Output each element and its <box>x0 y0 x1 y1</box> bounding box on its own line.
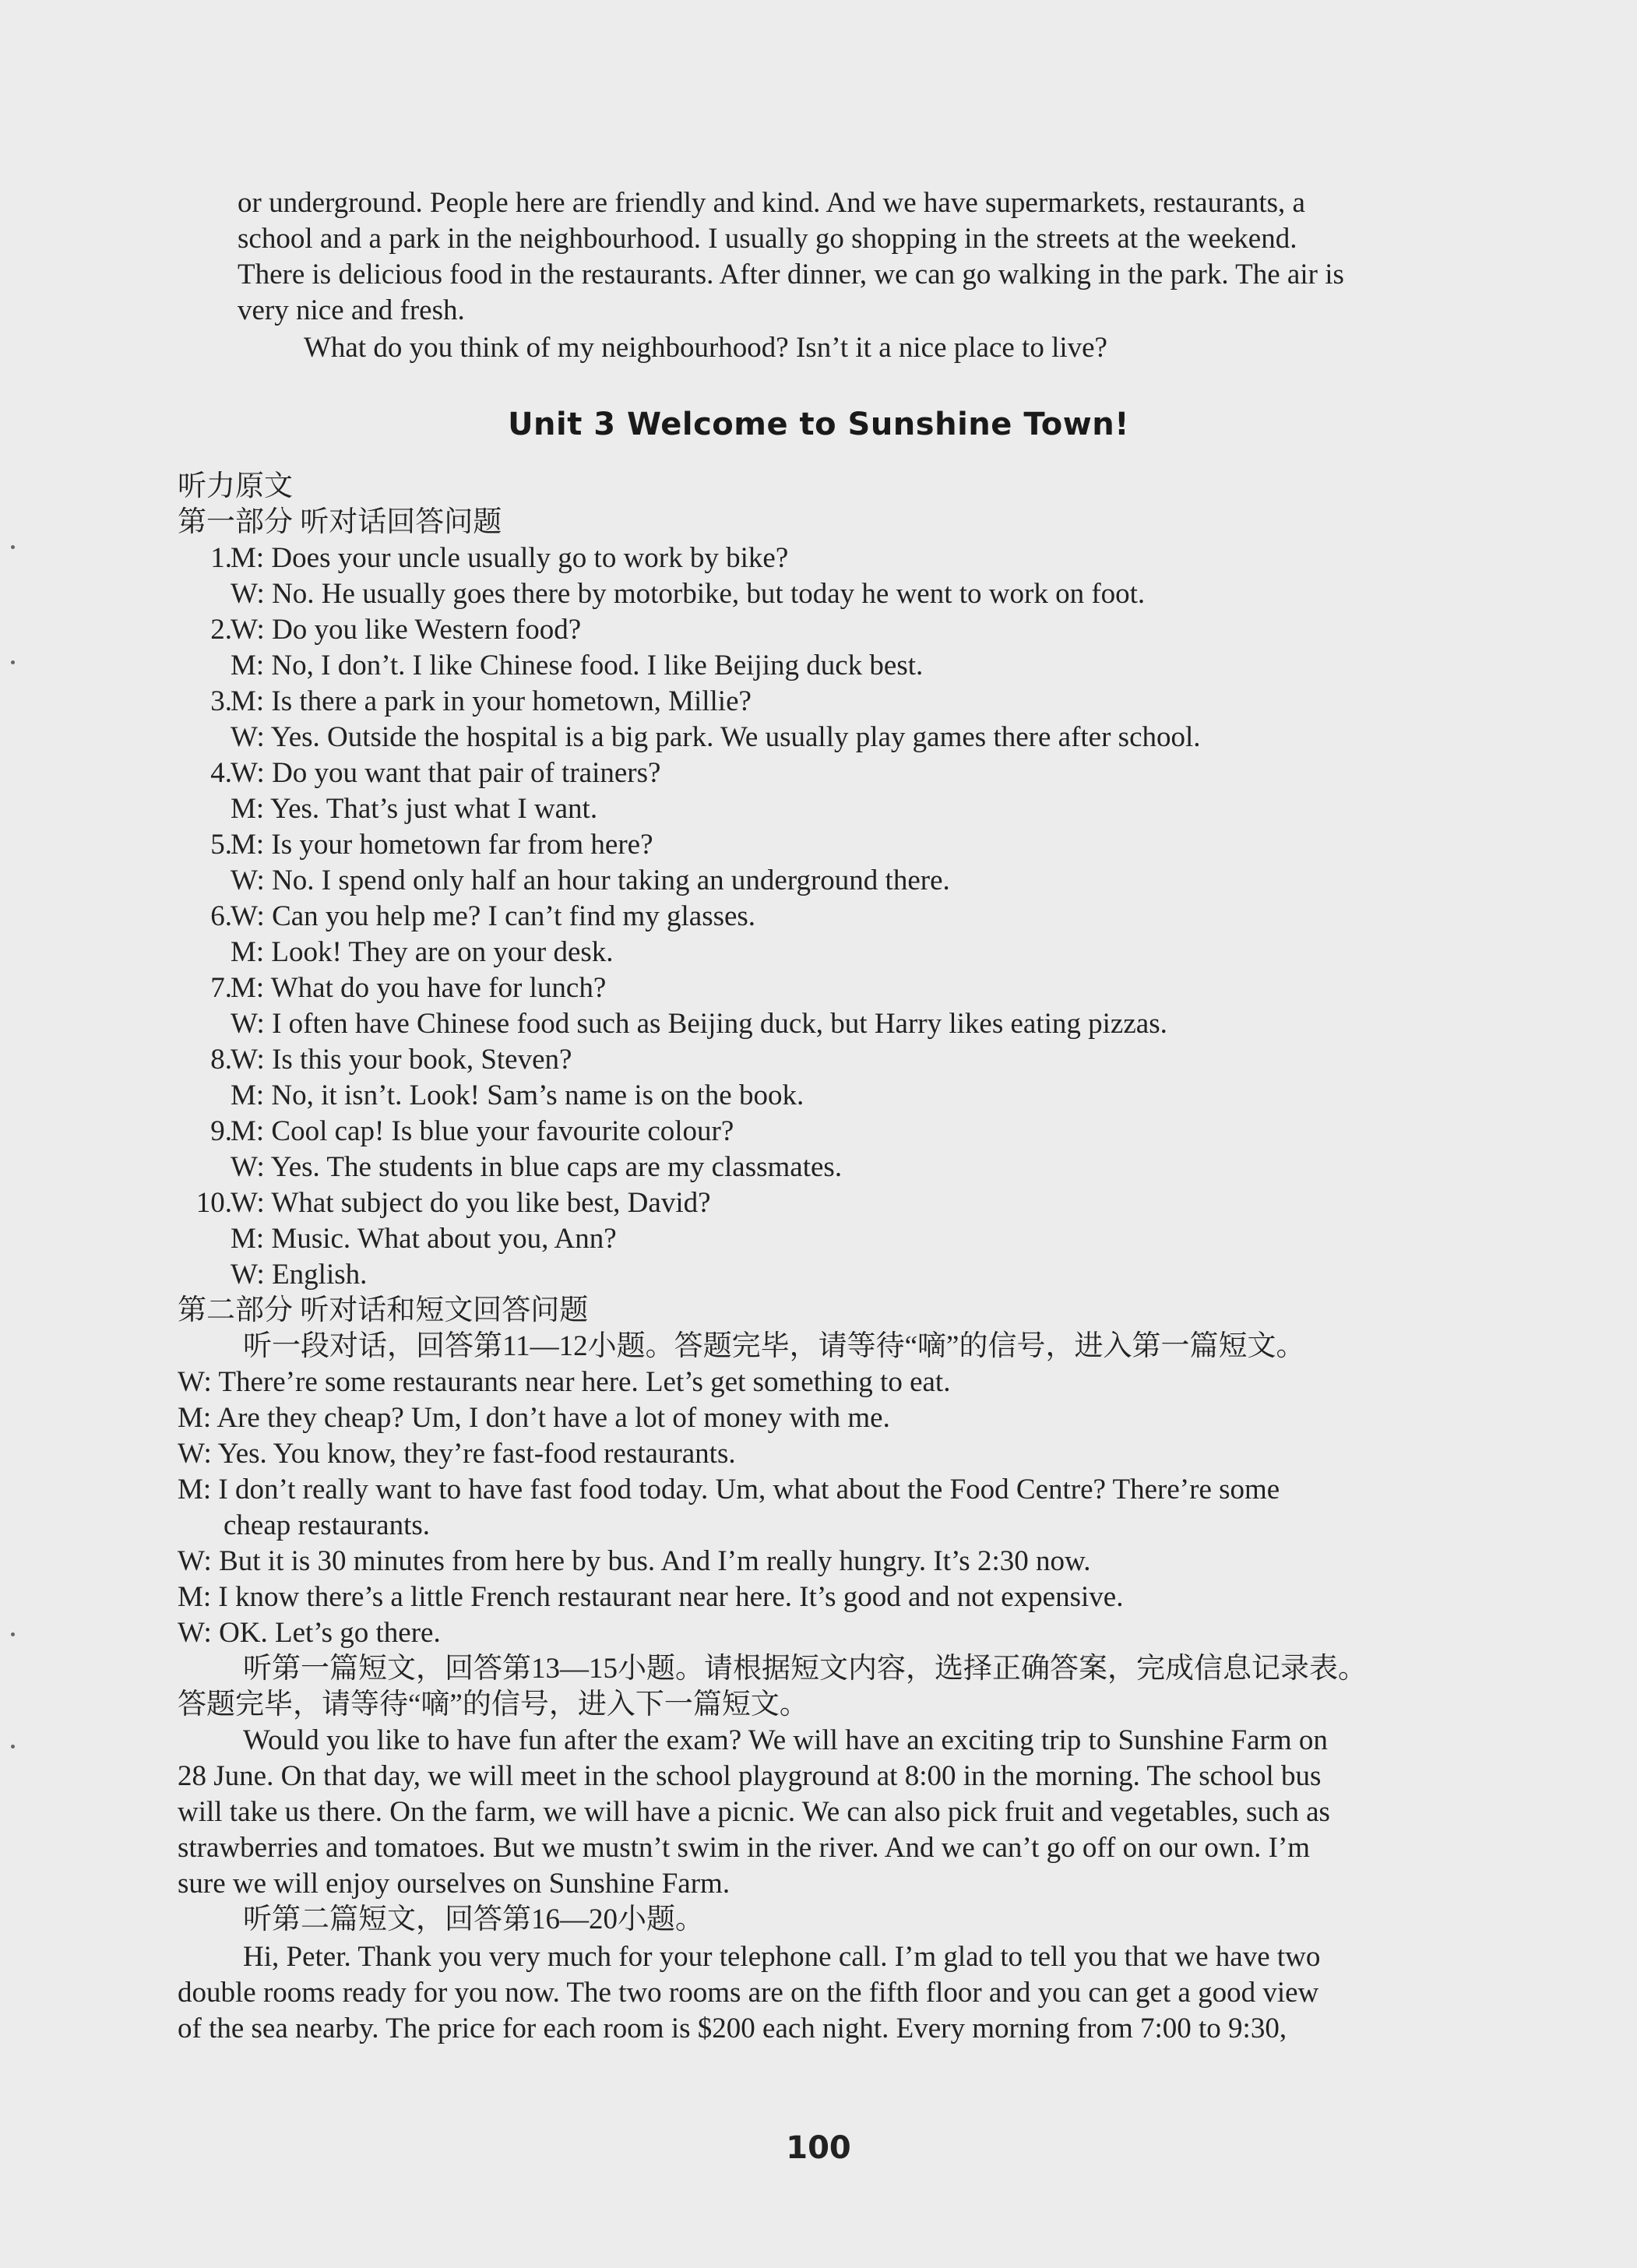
dialogue-line: M: I know there’s a little French restaurant near here. It’s good and not expensive. <box>178 1581 1124 1613</box>
instruction-line: 听一段对话，回答第11—12小题。答题完毕，请等待“嘀”的信号，进入第一篇短文。 <box>243 1330 1305 1362</box>
passage-line: strawberries and tomatoes. But we mustn’t swim in the river. And we can’t go off on our own. I’m <box>178 1832 1311 1864</box>
question-line: M: What do you have for lunch? <box>231 972 607 1004</box>
answer-line: W: No. I spend only half an hour taking an underground there. <box>231 865 950 896</box>
intro-line: What do you think of my neighbourhood? Isn’t it a nice place to live? <box>304 332 1107 364</box>
instruction-line: 听第一篇短文，回答第13—15小题。请根据短文内容，选择正确答案，完成信息记录表。 <box>243 1653 1367 1685</box>
dialogue-line: cheap restaurants. <box>224 1509 431 1541</box>
answer-line: M: No, I don’t. I like Chinese food. I like Beijing duck best. <box>231 650 924 681</box>
question-number: 1. <box>210 542 232 574</box>
question-number: 7. <box>210 972 232 1004</box>
intro-line: or underground. People here are friendly and kind. And we have supermarkets, restaurants, a <box>238 187 1305 219</box>
intro-line: school and a park in the neighbourhood. I usually go shopping in the streets at the weekend. <box>238 223 1297 255</box>
dialogue-line: W: Yes. You know, they’re fast-food restaurants. <box>178 1438 736 1470</box>
question-line: W: Do you want that pair of trainers? <box>231 757 661 789</box>
question-line: M: Is your hometown far from here? <box>231 829 653 861</box>
answer-line: M: Look! They are on your desk. <box>231 936 614 968</box>
answer-line: M: No, it isn’t. Look! Sam’s name is on the book. <box>231 1079 804 1111</box>
answer-line: W: English. <box>231 1259 368 1291</box>
question-number: 3. <box>210 685 232 717</box>
part2-heading: 第二部分 听对话和短文回答问题 <box>178 1294 589 1326</box>
question-line: M: Cool cap! Is blue your favourite colour? <box>231 1115 734 1147</box>
margin-dot <box>11 1632 15 1636</box>
passage-line: Would you like to have fun after the exam? We will have an exciting trip to Sunshine Farm on <box>243 1724 1328 1756</box>
intro-line: very nice and fresh. <box>238 294 465 326</box>
question-number: 8. <box>210 1044 232 1076</box>
answer-line: W: Yes. The students in blue caps are my classmates. <box>231 1151 843 1183</box>
passage-line: 28 June. On that day, we will meet in the school playground at 8:00 in the morning. The school bus <box>178 1760 1322 1792</box>
passage-line: double rooms ready for you now. The two rooms are on the fifth floor and you can get a good view <box>178 1977 1319 2009</box>
question-number: 5. <box>210 829 232 861</box>
margin-dot <box>11 660 15 664</box>
answer-line: W: I often have Chinese food such as Beijing duck, but Harry likes eating pizzas. <box>231 1008 1167 1040</box>
question-line: M: Does your uncle usually go to work by bike? <box>231 542 789 574</box>
dialogue-line: W: OK. Let’s go there. <box>178 1617 441 1649</box>
part1-heading: 第一部分 听对话回答问题 <box>178 506 502 538</box>
passage-line: sure we will enjoy ourselves on Sunshine Farm. <box>178 1868 730 1900</box>
question-line: W: Is this your book, Steven? <box>231 1044 572 1076</box>
question-line: M: Is there a park in your hometown, Millie? <box>231 685 752 717</box>
question-number: 4. <box>210 757 232 789</box>
answer-line: W: No. He usually goes there by motorbike, but today he went to work on foot. <box>231 578 1146 610</box>
question-number: 10. <box>195 1187 232 1219</box>
dialogue-line: M: Are they cheap? Um, I don’t have a lot of money with me. <box>178 1402 890 1434</box>
passage-line: Hi, Peter. Thank you very much for your telephone call. I’m glad to tell you that we have two <box>243 1941 1321 1973</box>
question-number: 2. <box>210 614 232 646</box>
question-line: W: What subject do you like best, David? <box>231 1187 711 1219</box>
question-line: W: Can you help me? I can’t find my glasses. <box>231 900 756 932</box>
dialogue-line: W: There’re some restaurants near here. Let’s get something to eat. <box>178 1366 951 1398</box>
unit-title: Unit 3 Welcome to Sunshine Town! <box>508 407 1129 442</box>
question-number: 9. <box>210 1115 232 1147</box>
passage-line: will take us there. On the farm, we will have a picnic. We can also pick fruit and vegetables, such as <box>178 1796 1330 1828</box>
answer-line: M: Music. What about you, Ann? <box>231 1223 617 1255</box>
instruction-line: 听第二篇短文，回答第16—20小题。 <box>243 1904 704 1935</box>
question-number: 6. <box>210 900 232 932</box>
listening-heading: 听力原文 <box>178 470 293 502</box>
dialogue-line: M: I don’t really want to have fast food today. Um, what about the Food Centre? There’re some <box>178 1474 1280 1506</box>
answer-line: M: Yes. That’s just what I want. <box>231 793 598 825</box>
question-line: W: Do you like Western food? <box>231 614 582 646</box>
passage-line: of the sea nearby. The price for each room is $200 each night. Every morning from 7:00 to 9:30, <box>178 2013 1287 2044</box>
dialogue-line: W: But it is 30 minutes from here by bus. And I’m really hungry. It’s 2:30 now. <box>178 1545 1091 1577</box>
margin-dot <box>11 545 15 549</box>
page-number: 100 <box>786 2130 851 2166</box>
margin-dot <box>11 1745 15 1749</box>
intro-line: There is delicious food in the restaurants. After dinner, we can go walking in the park. The air is <box>238 259 1344 291</box>
answer-line: W: Yes. Outside the hospital is a big park. We usually play games there after school. <box>231 721 1201 753</box>
instruction-line: 答题完毕，请等待“嘀”的信号，进入下一篇短文。 <box>178 1689 808 1720</box>
